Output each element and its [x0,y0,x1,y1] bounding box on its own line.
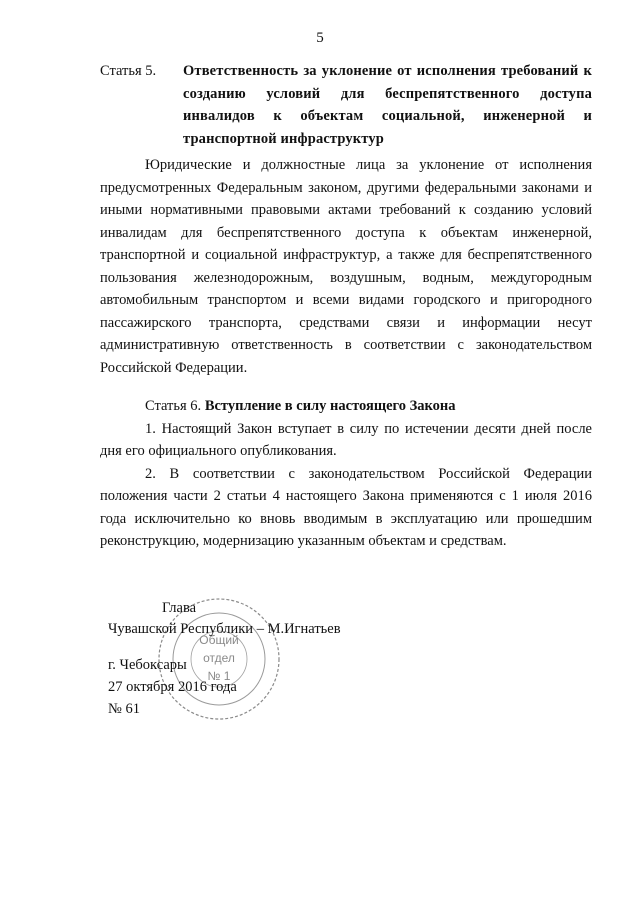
article-6 [100,395,592,553]
stamp-line-1: Общий [199,633,239,647]
page-number: 5 [316,30,324,46]
article-5 [100,60,592,379]
signature-number: № 61 [108,701,140,717]
article-5-body: Юридические и должностные лица за уклонение от исполнения предусмотренных Федеральным законом, другими федеральными законами и иными нормативными правовыми актами требований к созданию условий инвалидам для беспрепятственного доступа к объектам инженерной, транспортной и социальной инфраструктур, а также для беспрепятственного пользования железнодорожным, воздушным, водным, междугородным автомобильным транспортом и всеми видами городского и пригородного пассажирского транспорта, средствами связи и информации несут административную ответственность в соответствии с законодательством Российской Федерации. [100,157,592,376]
signature-name: М.Игнатьев [267,621,341,637]
stamp-line-2: отдел [203,651,235,665]
article-6-label: Статья 6. [145,398,202,414]
article-5-title: Ответственность за уклонение от исполнения требований к созданию условий для беспрепятственного доступа инвалидов к объектам социальной, инженерной и транспортной инфраструктур [183,63,592,147]
article-6-title: Вступление в силу настоящего Закона [204,398,456,414]
article-5-heading [100,60,592,150]
article-6-item-1: 1. Настоящий Закон вступает в силу по истечении десяти дней после дня его официального опубликования. [100,420,592,459]
article-6-heading [100,395,592,418]
signature-position-2: Чувашской Республики [108,621,254,637]
signature-dash: – [256,621,264,637]
signature-position-1: Глава [162,600,197,616]
signature-position-line [108,618,341,640]
article-6-item-2: 2. В соответствии с законодательством Российской Федерации положения части 2 статьи 4 настоящего Закона применяются с 1 июля 2016 года исключительно ко вновь вводимым в эксплуатацию или прошедшим реконструкцию, модернизацию указанным объектам и средствам. [100,465,592,549]
stamp-line-3: № 1 [207,669,231,683]
signature-date: 27 октября 2016 года [108,679,237,695]
article-5-label: Статья 5. [100,63,157,79]
signature-city: г. Чебоксары [108,657,187,673]
